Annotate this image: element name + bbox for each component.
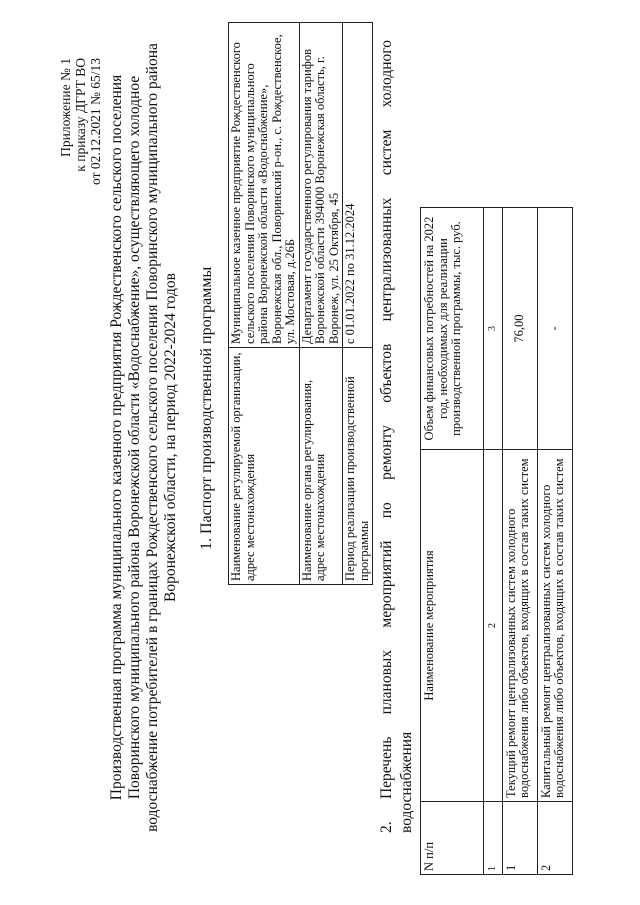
row-amount: - <box>537 208 572 450</box>
passport-value: Муниципальное казенное предприятие Рождественского сельского поселения Поворинского муниципального района Воронежской области «Водоснабжение», Воронежская обл., Поворинский р-он., с. Рождественское, ул. Мостовая, д.26Б <box>229 23 300 348</box>
passport-table <box>228 22 373 585</box>
row-number: 2 <box>537 802 572 875</box>
section-2-heading: 2. Перечень плановых мероприятий по ремонту объектов централизованных систем холодного <box>378 40 395 833</box>
section-1-heading: 1. Паспорт производственной программы <box>198 266 215 550</box>
passport-label: Наименование регулируемой организации, адрес местонахождения <box>229 348 300 585</box>
passport-value: с 01.01.2022 по 31.12.2024 <box>343 23 373 348</box>
row-event-name: Капитальный ремонт централизованных систем холодного водоснабжения либо объектов, входящих в состав таких систем <box>537 450 572 802</box>
appendix-note <box>58 58 103 185</box>
col-number: 3 <box>484 208 503 450</box>
col-number: 1 <box>484 802 503 875</box>
row-event-name: Текущий ремонт централизованных систем холодного водоснабжения либо объектов, входящих в состав таких систем <box>502 450 537 802</box>
table-row <box>502 208 537 875</box>
header-event-name: Наименование мероприятия <box>421 450 484 802</box>
table-row <box>299 23 343 585</box>
column-number-row <box>484 208 503 875</box>
appendix-line-1: Приложение № 1 <box>58 58 73 157</box>
header-amount: Объем финансовых потребностей на 2022 год, необходимых для реализации производственной программы, тыс. руб. <box>421 208 484 450</box>
passport-value: Департамент государственного регулирования тарифов Воронежской области 394000 Воронежская область, г. Воронеж, ул. 25 Октября, 45 <box>299 23 343 348</box>
col-number: 2 <box>484 450 503 802</box>
document-title: Производственная программа муниципального казенного предприятия Рождественского сельского поселения Поворинского муниципального района Воронежской области «Водоснабжение», осуществляющего холодное водоснабжение потребителей в границах Рождественского сельского поселения Поворинского муниципального района Воронежской области, на период 2022-2024 годов <box>108 43 179 832</box>
header-number: N п/п <box>421 802 484 875</box>
table-header-row <box>421 208 484 875</box>
table-row <box>343 23 373 585</box>
appendix-line-3: от 02.12.2021 № 65/13 <box>88 58 103 185</box>
appendix-line-2: к приказу ДГРТ ВО <box>73 58 88 172</box>
passport-label: Наименование органа регулирования, адрес местонахождения <box>299 348 343 585</box>
events-table <box>420 207 573 875</box>
row-number: 1 <box>502 802 537 875</box>
passport-label: Период реализации производственной программы <box>343 348 373 585</box>
table-row <box>537 208 572 875</box>
row-amount: 76,00 <box>502 208 537 450</box>
section-2-heading-cont: водоснабжения <box>398 731 415 833</box>
table-row <box>229 23 300 585</box>
